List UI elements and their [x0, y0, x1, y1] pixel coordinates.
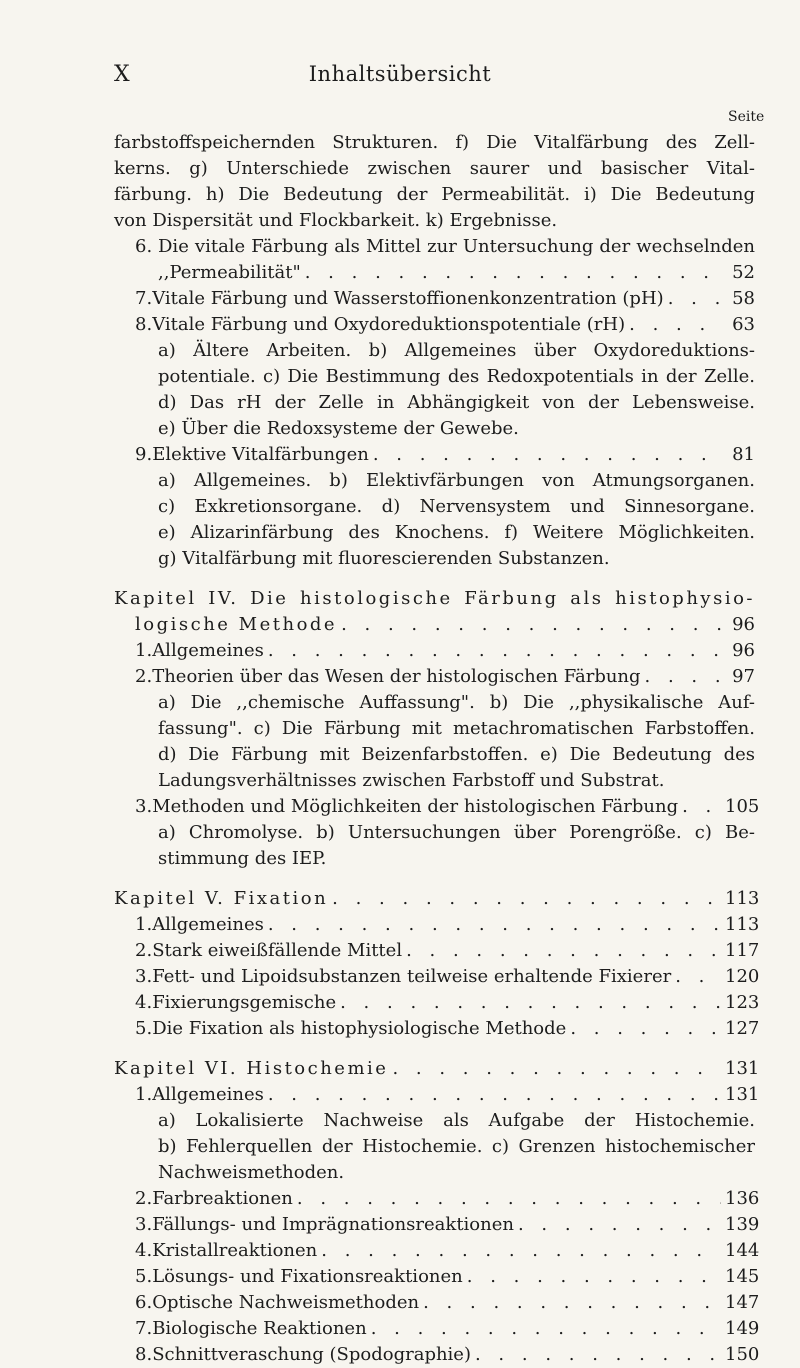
page-ref: 147 — [725, 1292, 760, 1313]
subsection-line: g) Vitalfärbung mit fluorescierenden Substanzen. — [158, 548, 610, 569]
subsection-list — [114, 338, 755, 442]
page-ref: 139 — [725, 1214, 760, 1235]
subsection-line: e) Alizarinfärbung des Knochens. f) Weitere Möglichkeiten. — [158, 522, 755, 543]
toc-entry-6[interactable] — [114, 234, 755, 286]
toc-entry[interactable] — [114, 1316, 760, 1342]
dot-leader — [668, 286, 721, 312]
toc-entry-9[interactable] — [114, 442, 755, 468]
page-ref: 120 — [725, 966, 760, 987]
running-title: Inhaltsübersicht — [308, 62, 492, 86]
subsection-list — [114, 820, 755, 872]
subsection-line: a) Die ,,chemische Auffassung". b) Die ,,physikalische Auf- — [158, 692, 755, 713]
entry-title: Kristallreaktionen — [152, 1240, 318, 1261]
subsection-line: potentiale. c) Die Bestimmung des Redoxpotentials in der Zelle. — [158, 366, 755, 387]
chapter-4-heading[interactable] — [114, 586, 755, 638]
page-ref: 123 — [725, 992, 760, 1013]
entry-title: Allgemeines — [152, 1084, 264, 1105]
continuation-line: kerns. g) Unterschiede zwischen saurer und basischer Vital- — [114, 158, 755, 179]
page-ref: 113 — [725, 914, 760, 935]
dot-leader — [268, 1082, 721, 1108]
dot-leader — [373, 442, 721, 468]
entry-number: 5. — [135, 1018, 153, 1039]
entry-title: Theorien über das Wesen der histologischen Färbung — [152, 666, 641, 687]
toc-entry[interactable] — [114, 1186, 760, 1212]
entry-title: Biologische Reaktionen — [152, 1318, 367, 1339]
dot-leader — [392, 1056, 721, 1082]
entry-number: 1. — [135, 914, 153, 935]
page-header — [0, 62, 800, 92]
entry-number: 4. — [135, 992, 153, 1013]
page-ref: 96 — [732, 640, 755, 661]
entry-number: 2. — [135, 666, 153, 687]
subsection-line: a) Lokalisierte Nachweise als Aufgabe der Histochemie. — [158, 1110, 755, 1131]
entry-title: Allgemeines — [152, 640, 264, 661]
seite-label: Seite — [728, 109, 765, 125]
entry-title: Vitale Färbung und Oxydoreduktionspotentiale (rH) — [152, 314, 626, 335]
subsection-line: b) Fehlerquellen der Histochemie. c) Grenzen histochemischer — [158, 1136, 755, 1157]
dot-leader — [371, 1316, 721, 1342]
dot-leader — [268, 912, 721, 938]
dot-leader — [423, 1290, 721, 1316]
entry-title: Die vitale Färbung als Mittel zur Untersuchung der wechselnden — [158, 236, 755, 257]
toc-entry[interactable] — [114, 1264, 760, 1290]
subsection-list — [114, 690, 755, 794]
entry-number: 6. — [135, 236, 153, 257]
entry-title: Schnittveraschung (Spodographie) — [152, 1344, 471, 1365]
entry-title: Fällungs- und Imprägnationsreaktionen — [152, 1214, 514, 1235]
dot-leader — [570, 1016, 721, 1042]
chapter-title: Kapitel IV. Die histologische Färbung als histophysio- — [114, 588, 755, 609]
entry-title: Fett- und Lipoidsubstanzen teilweise erhaltende Fixierer — [152, 966, 672, 987]
page-ref: 58 — [732, 288, 755, 309]
entry-title: Fixierungsgemische — [152, 992, 337, 1013]
toc-entry[interactable] — [114, 1082, 760, 1108]
dot-leader — [340, 990, 721, 1016]
chapter-5-heading[interactable] — [114, 886, 760, 912]
toc-entry[interactable] — [114, 1290, 760, 1316]
toc-entry[interactable] — [114, 990, 760, 1016]
subsection-line: a) Allgemeines. b) Elektivfärbungen von Atmungsorganen. — [158, 470, 755, 491]
continuation-line: färbung. h) Die Bedeutung der Permeabilität. i) Die Bedeutung — [114, 184, 755, 205]
toc-entry[interactable] — [114, 794, 760, 820]
subsection-line: a) Ältere Arbeiten. b) Allgemeines über Oxydoreduktions- — [158, 340, 755, 361]
page-ref: 52 — [732, 262, 755, 283]
entry-number: 6. — [135, 1292, 153, 1313]
toc-entry[interactable] — [114, 938, 760, 964]
page-ref: 150 — [725, 1344, 760, 1365]
entry-number: 9. — [135, 444, 153, 465]
entry-number: 8. — [135, 1344, 153, 1365]
chapter-title: Kapitel VI. Histochemie — [114, 1058, 389, 1079]
entry-title: Allgemeines — [152, 914, 264, 935]
dot-leader — [645, 664, 721, 690]
toc-entry-7[interactable] — [114, 286, 755, 312]
toc-entry[interactable] — [114, 638, 755, 664]
dot-leader — [321, 1238, 721, 1264]
entry-number: 4. — [135, 1240, 153, 1261]
page-ref: 144 — [725, 1240, 760, 1261]
entry-title: Farbreaktionen — [152, 1188, 293, 1209]
dot-leader — [675, 964, 721, 990]
entry-title: Lösungs- und Fixationsreaktionen — [152, 1266, 463, 1287]
subsection-line: d) Das rH der Zelle in Abhängigkeit von der Lebensweise. — [158, 392, 755, 413]
dot-leader — [475, 1342, 721, 1368]
dot-leader — [305, 260, 721, 286]
toc-body — [114, 130, 760, 1368]
entry-title: Optische Nachweismethoden — [152, 1292, 420, 1313]
dot-leader — [268, 638, 721, 664]
entry-title-cont: ,,Permeabilität" — [158, 262, 301, 283]
entry-title: Vitale Färbung und Wasserstoffionenkonzentration (pH) — [152, 288, 664, 309]
subsection-list — [114, 468, 755, 572]
dot-leader — [297, 1186, 721, 1212]
entry-number: 5. — [135, 1266, 153, 1287]
page-ref: 145 — [725, 1266, 760, 1287]
entry-number: 3. — [135, 796, 153, 817]
entry-number: 2. — [135, 940, 153, 961]
page-ref: 63 — [732, 314, 755, 335]
page-number-roman: X — [114, 62, 130, 87]
entry-number: 1. — [135, 1084, 153, 1105]
entry-title: Die Fixation als histophysiologische Methode — [152, 1018, 567, 1039]
toc-entry[interactable] — [114, 964, 760, 990]
subsection-line: Ladungsverhältnisses zwischen Farbstoff und Substrat. — [158, 770, 665, 791]
page-ref: 96 — [732, 614, 755, 635]
page-ref: 113 — [725, 888, 760, 909]
entry-number: 3. — [135, 966, 153, 987]
entry-number: 8. — [135, 314, 153, 335]
page-ref: 105 — [725, 796, 760, 817]
chapter-title-cont: logische Methode — [135, 614, 338, 635]
entry-number: 3. — [135, 1214, 153, 1235]
page-ref: 127 — [725, 1018, 760, 1039]
toc-entry[interactable] — [114, 1342, 760, 1368]
entry-title: Methoden und Möglichkeiten der histologischen Färbung — [152, 796, 679, 817]
dot-leader — [406, 938, 721, 964]
subsection-list — [114, 1108, 755, 1186]
toc-entry[interactable] — [114, 664, 755, 690]
chapter-title: Kapitel V. Fixation — [114, 888, 329, 909]
subsection-line: stimmung des IEP. — [158, 848, 327, 869]
toc-entry[interactable] — [114, 912, 760, 938]
subsection-line: e) Über die Redoxsysteme der Gewebe. — [158, 418, 519, 439]
page-ref: 131 — [725, 1084, 760, 1105]
dot-leader — [629, 312, 721, 338]
dot-leader — [518, 1212, 721, 1238]
page-ref: 117 — [725, 940, 760, 961]
subsection-line: c) Exkretionsorgane. d) Nervensystem und Sinnesorgane. — [158, 496, 755, 517]
continuation-line: von Dispersität und Flockbarkeit. k) Ergebnisse. — [114, 210, 558, 231]
entry-number: 7. — [135, 1318, 153, 1339]
subsection-line: d) Die Färbung mit Beizenfarbstoffen. e) Die Bedeutung des — [158, 744, 755, 765]
entry-title: Elektive Vitalfärbungen — [152, 444, 369, 465]
entry-number: 7. — [135, 288, 153, 309]
subsection-line: fassung". c) Die Färbung mit metachromatischen Farbstoffen. — [158, 718, 755, 739]
dot-leader — [682, 794, 721, 820]
entry-title: Stark eiweißfällende Mittel — [152, 940, 403, 961]
dot-leader — [341, 612, 721, 638]
continuation-block — [114, 130, 755, 234]
entry-number: 2. — [135, 1188, 153, 1209]
continuation-line: farbstoffspeichernden Strukturen. f) Die Vitalfärbung des Zell- — [114, 132, 755, 153]
toc-entry[interactable] — [114, 1016, 760, 1042]
toc-entry[interactable] — [114, 1212, 760, 1238]
page-ref: 149 — [725, 1318, 760, 1339]
subsection-line: a) Chromolyse. b) Untersuchungen über Porengröße. c) Be- — [158, 822, 755, 843]
toc-entry-8[interactable] — [114, 312, 755, 338]
entry-number: 1. — [135, 640, 153, 661]
dot-leader — [467, 1264, 721, 1290]
toc-entry[interactable] — [114, 1238, 760, 1264]
page-ref: 131 — [725, 1058, 760, 1079]
subsection-line: Nachweismethoden. — [158, 1162, 345, 1183]
chapter-6-heading[interactable] — [114, 1056, 760, 1082]
page-ref: 97 — [732, 666, 755, 687]
dot-leader — [332, 886, 721, 912]
page-ref: 81 — [732, 444, 755, 465]
page-ref: 136 — [725, 1188, 760, 1209]
